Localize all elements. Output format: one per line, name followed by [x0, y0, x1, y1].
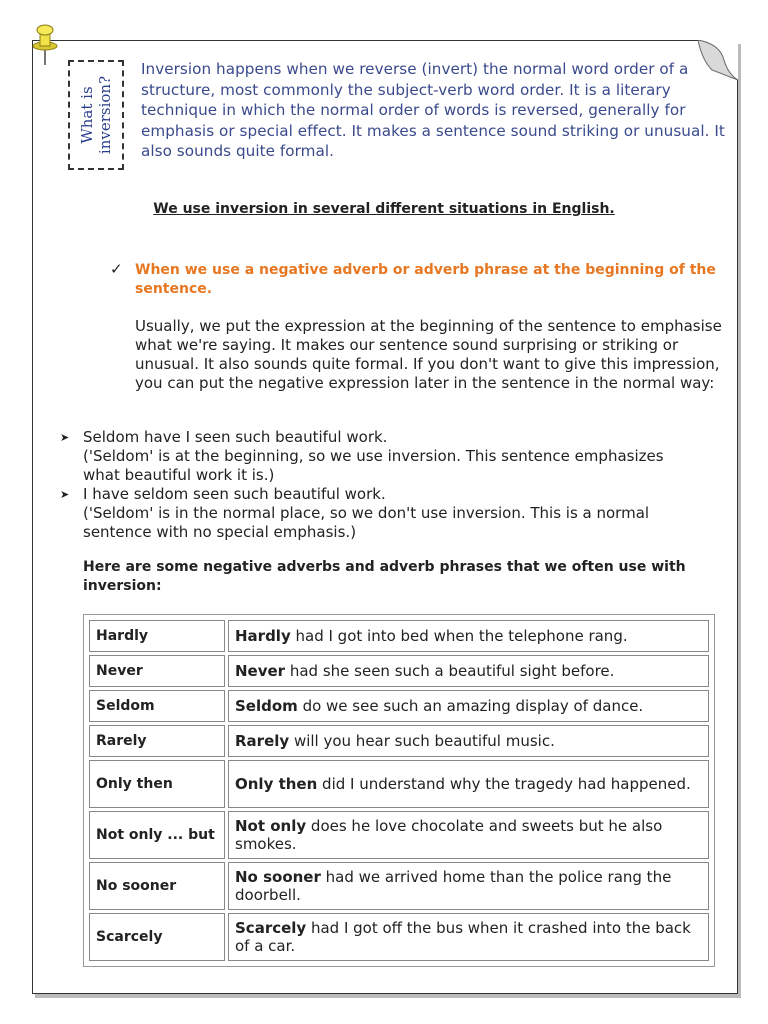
table-row — [89, 690, 709, 722]
example-cell: Only then did I understand why the tragedy had happened. — [228, 760, 709, 808]
example-cell: Scarcely had I got off the bus when it crashed into the back of a car. — [228, 913, 709, 961]
adverb-cell: Scarcely — [89, 913, 225, 961]
adverb-cell: No sooner — [89, 862, 225, 910]
table-row — [89, 655, 709, 687]
example-note: ('Seldom' is at the beginning, so we use inversion. This sentence emphasizes what beautiful work it is.) — [83, 447, 664, 484]
section-heading: We use inversion in several different situations in English. — [153, 201, 615, 217]
arrowhead-bullet-icon: ➤ — [60, 488, 70, 501]
list-item — [60, 485, 700, 542]
adverb-cell: Never — [89, 655, 225, 687]
table-row — [89, 725, 709, 757]
side-label-line1: What is — [78, 86, 96, 144]
adverb-cell: Hardly — [89, 620, 225, 652]
what-is-inversion-label — [68, 60, 124, 170]
example-note: ('Seldom' is in the normal place, so we don't use inversion. This is a normal sentence with no special emphasis.) — [83, 504, 650, 541]
example-cell: Not only does he love chocolate and sweets but he also smokes. — [228, 811, 709, 859]
explanation-paragraph: Usually, we put the expression at the beginning of the sentence to emphasise what we're saying. It makes our sentence sound surprising or striking or unusual. It also sounds quite formal. If you don't want to give this impression, you can put the negative expression later in the sentence in the normal way: — [135, 317, 722, 392]
table-row — [89, 862, 709, 910]
side-label-line2: inversion? — [96, 75, 114, 155]
adverb-table — [83, 614, 715, 967]
example-cell: Never had she seen such a beautiful sight before. — [228, 655, 709, 687]
example-cell: Rarely will you hear such beautiful music. — [228, 725, 709, 757]
example-cell: Hardly had I got into bed when the telephone rang. — [228, 620, 709, 652]
table-row — [89, 760, 709, 808]
adverb-cell: Seldom — [89, 690, 225, 722]
table-row — [89, 811, 709, 859]
table-row — [89, 913, 709, 961]
table-intro: Here are some negative adverbs and adverb phrases that we often use with inversion: — [83, 559, 686, 594]
example-cell: Seldom do we see such an amazing display of dance. — [228, 690, 709, 722]
rule-one-title: When we use a negative adverb or adverb phrase at the beginning of the sentence. — [135, 262, 716, 297]
arrowhead-bullet-icon: ➤ — [60, 431, 70, 444]
table-row — [89, 620, 709, 652]
adverb-cell: Rarely — [89, 725, 225, 757]
example-sentence: I have seldom seen such beautiful work. — [83, 485, 386, 503]
checkmark-icon: ✓ — [110, 260, 123, 278]
list-item — [60, 428, 700, 485]
pushpin-icon — [30, 22, 60, 66]
example-sentence: Seldom have I seen such beautiful work. — [83, 428, 388, 446]
adverb-cell: Not only ... but — [89, 811, 225, 859]
adverb-cell: Only then — [89, 760, 225, 808]
intro-paragraph: Inversion happens when we reverse (invert) the normal word order of a structure, most commonly the subject-verb word order. It is a literary technique in which the normal order of words is reversed, generally for emphasis or special effect. It makes a sentence sound striking or unusual. It also sounds quite formal. — [141, 60, 725, 160]
example-cell: No sooner had we arrived home than the police rang the doorbell. — [228, 862, 709, 910]
example-list — [60, 428, 700, 542]
